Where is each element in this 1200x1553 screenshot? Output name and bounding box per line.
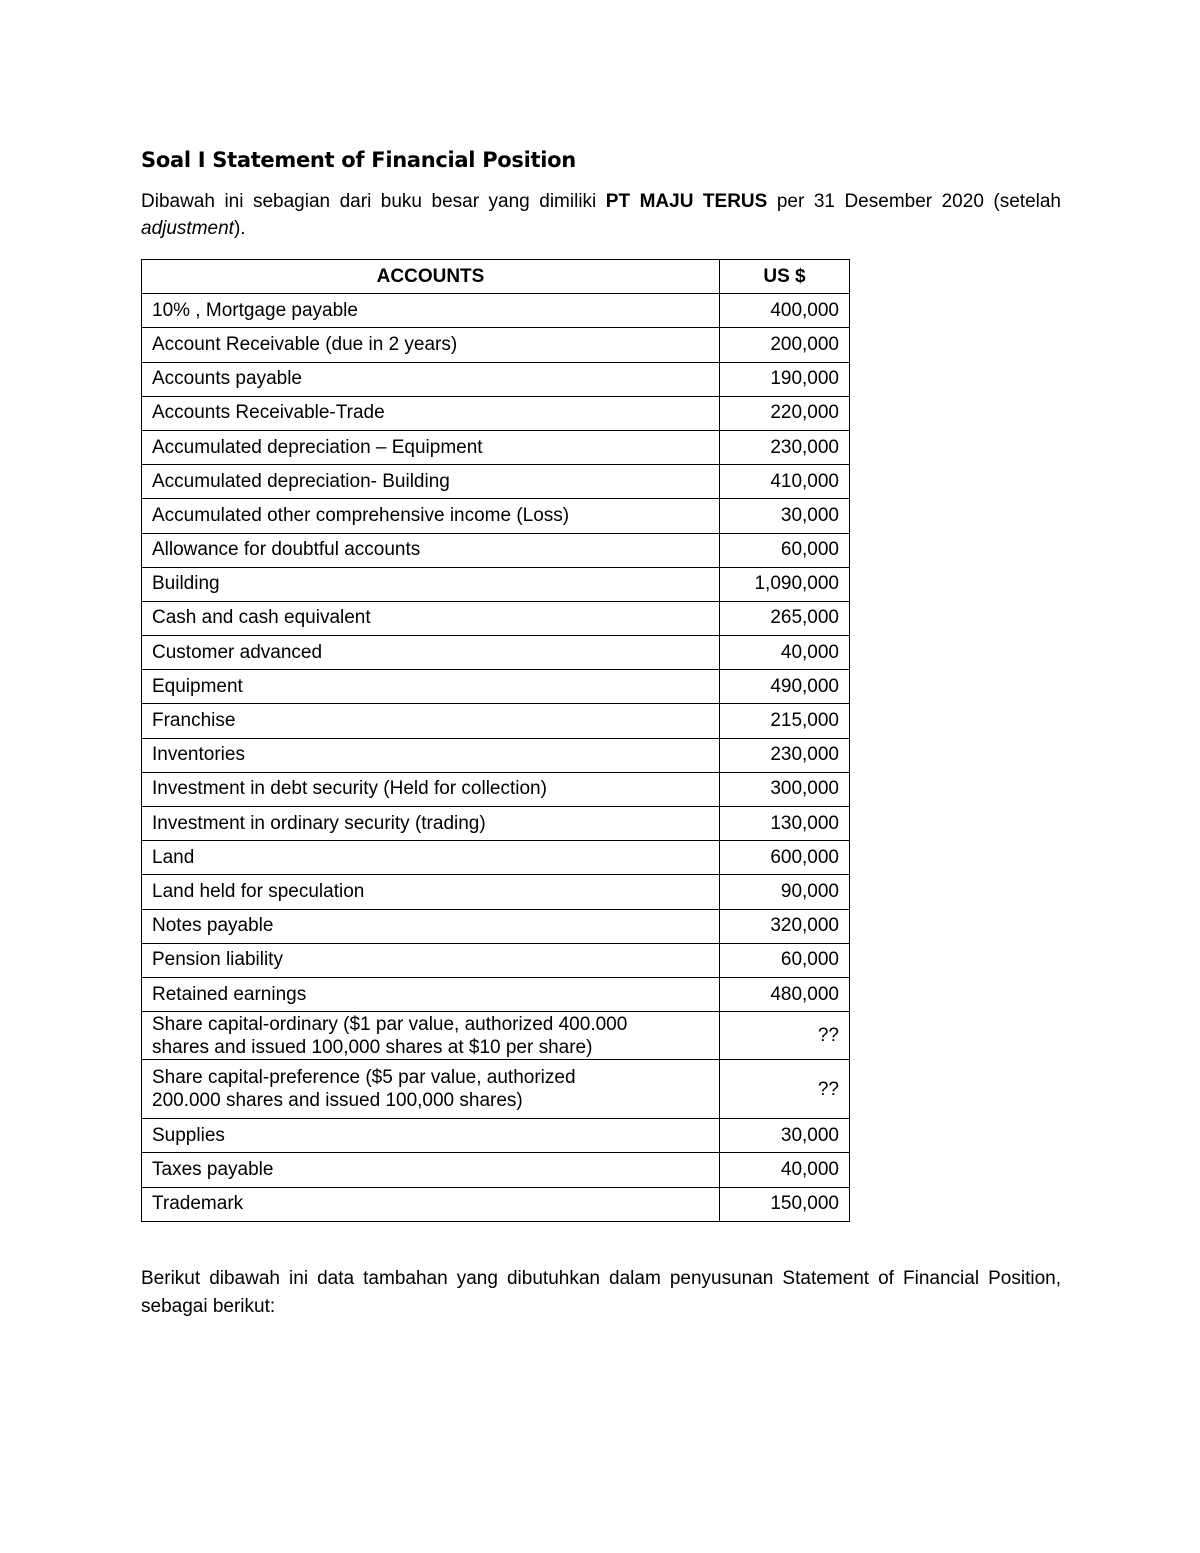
table-row [142, 772, 850, 806]
account-name-cell [142, 362, 720, 396]
account-name: Share capital-ordinary ($1 par value, authorized 400.000 shares and issued 100,000 shares at $10 per share) [152, 1013, 628, 1058]
account-name-cell [142, 533, 720, 567]
account-name-cell [142, 1153, 720, 1187]
account-name: Investment in debt security (Held for collection) [152, 778, 547, 800]
account-name-cell [142, 499, 720, 533]
account-name: Pension liability [152, 949, 283, 971]
amount-cell: 490,000 [720, 670, 850, 704]
account-name: Taxes payable [152, 1158, 274, 1180]
account-name: Accumulated depreciation – Equipment [152, 436, 483, 458]
account-name: Accounts payable [152, 368, 302, 390]
amount-cell: 30,000 [720, 1119, 850, 1153]
ledger-body [142, 294, 850, 1222]
amount-cell: 400,000 [720, 294, 850, 328]
account-name: Land held for speculation [152, 880, 365, 902]
account-name: Share capital-preference ($5 par value, authorized 200.000 shares and issued 100,000 shares) [152, 1067, 576, 1112]
account-name-cell [142, 430, 720, 464]
account-name: Investment in ordinary security (trading) [152, 812, 486, 834]
amount-cell: 265,000 [720, 601, 850, 635]
account-name-cell [142, 465, 720, 499]
table-row [142, 977, 850, 1011]
account-name-cell [142, 977, 720, 1011]
account-name: Building [152, 573, 220, 595]
account-name-cell [142, 294, 720, 328]
account-name: Retained earnings [152, 983, 307, 1005]
account-name: Supplies [152, 1124, 225, 1146]
amount-cell: 1,090,000 [720, 567, 850, 601]
ledger-table [141, 259, 850, 1222]
table-row [142, 909, 850, 943]
amount-cell: 200,000 [720, 328, 850, 362]
table-row [142, 533, 850, 567]
table-row [142, 328, 850, 362]
table-row [142, 294, 850, 328]
account-name-cell [142, 1012, 720, 1060]
account-name-cell [142, 807, 720, 841]
account-name-cell [142, 670, 720, 704]
amount-cell: 300,000 [720, 772, 850, 806]
account-name-cell [142, 328, 720, 362]
table-row [142, 943, 850, 977]
amount-cell: 150,000 [720, 1187, 850, 1221]
account-name: Cash and cash equivalent [152, 607, 371, 629]
account-name: Equipment [152, 675, 243, 697]
account-name-cell [142, 601, 720, 635]
amount-cell: 130,000 [720, 807, 850, 841]
table-row [142, 807, 850, 841]
account-name: Accounts Receivable-Trade [152, 402, 385, 424]
account-name: Accumulated other comprehensive income (Loss) [152, 504, 570, 526]
account-name-cell [142, 396, 720, 430]
account-name: Inventories [152, 744, 245, 766]
table-row [142, 1119, 850, 1153]
amount-cell: 90,000 [720, 875, 850, 909]
table-row [142, 704, 850, 738]
table-row [142, 362, 850, 396]
account-name-cell [142, 636, 720, 670]
table-row [142, 1187, 850, 1221]
amount-cell: 215,000 [720, 704, 850, 738]
account-name-cell [142, 704, 720, 738]
amount-cell: 40,000 [720, 636, 850, 670]
amount-cell: 230,000 [720, 430, 850, 464]
document-page [141, 140, 1061, 1340]
intro-text-3: ). [233, 218, 246, 239]
table-row [142, 396, 850, 430]
account-name-cell [142, 1119, 720, 1153]
amount-cell: ?? [720, 1060, 850, 1119]
table-row [142, 636, 850, 670]
account-name: Trademark [152, 1193, 244, 1215]
amount-cell: 320,000 [720, 909, 850, 943]
amount-column-header: US $ [720, 260, 850, 294]
account-name: Allowance for doubtful accounts [152, 539, 421, 561]
page-title: Soal I Statement of Financial Position [141, 148, 576, 172]
account-name-cell [142, 567, 720, 601]
intro-text-2: per 31 Desember 2020 (setelah [767, 191, 1061, 212]
table-row [142, 499, 850, 533]
account-name: Franchise [152, 710, 236, 732]
amount-cell: 190,000 [720, 362, 850, 396]
table-row [142, 875, 850, 909]
intro-text-1: Dibawah ini sebagian dari buku besar yang dimiliki [141, 191, 606, 212]
company-name: PT MAJU TERUS [605, 191, 768, 212]
amount-cell: 600,000 [720, 841, 850, 875]
account-name-cell [142, 909, 720, 943]
amount-cell: ?? [720, 1012, 850, 1060]
amount-cell: 30,000 [720, 499, 850, 533]
amount-cell: 480,000 [720, 977, 850, 1011]
table-row [142, 1060, 850, 1119]
account-name-cell [142, 772, 720, 806]
account-name: 10% , Mortgage payable [152, 299, 358, 321]
table-row [142, 1012, 850, 1060]
table-row [142, 1153, 850, 1187]
account-name: Customer advanced [152, 641, 323, 663]
amount-cell: 220,000 [720, 396, 850, 430]
amount-cell: 40,000 [720, 1153, 850, 1187]
account-name-cell [142, 875, 720, 909]
outro-paragraph: Berikut dibawah ini data tambahan yang dibutuhkan dalam penyusunan Statement of Financial Position, sebagai berikut: [141, 1267, 1061, 1317]
amount-cell: 230,000 [720, 738, 850, 772]
account-name: Account Receivable (due in 2 years) [152, 333, 458, 355]
account-name: Notes payable [152, 915, 274, 937]
account-name-cell [142, 738, 720, 772]
table-header-row [142, 260, 850, 294]
accounts-column-header: ACCOUNTS [142, 260, 720, 294]
table-row [142, 465, 850, 499]
adjustment-term: adjustment [141, 218, 234, 239]
table-row [142, 430, 850, 464]
account-name-cell [142, 1187, 720, 1221]
account-name-cell [142, 943, 720, 977]
table-row [142, 841, 850, 875]
account-name-cell [142, 1060, 720, 1119]
table-row [142, 670, 850, 704]
table-row [142, 601, 850, 635]
amount-cell: 60,000 [720, 943, 850, 977]
intro-paragraph [141, 188, 1061, 242]
account-name: Land [152, 846, 195, 868]
amount-cell: 410,000 [720, 465, 850, 499]
account-name: Accumulated depreciation- Building [152, 470, 450, 492]
amount-cell: 60,000 [720, 533, 850, 567]
table-row [142, 567, 850, 601]
account-name-cell [142, 841, 720, 875]
table-row [142, 738, 850, 772]
